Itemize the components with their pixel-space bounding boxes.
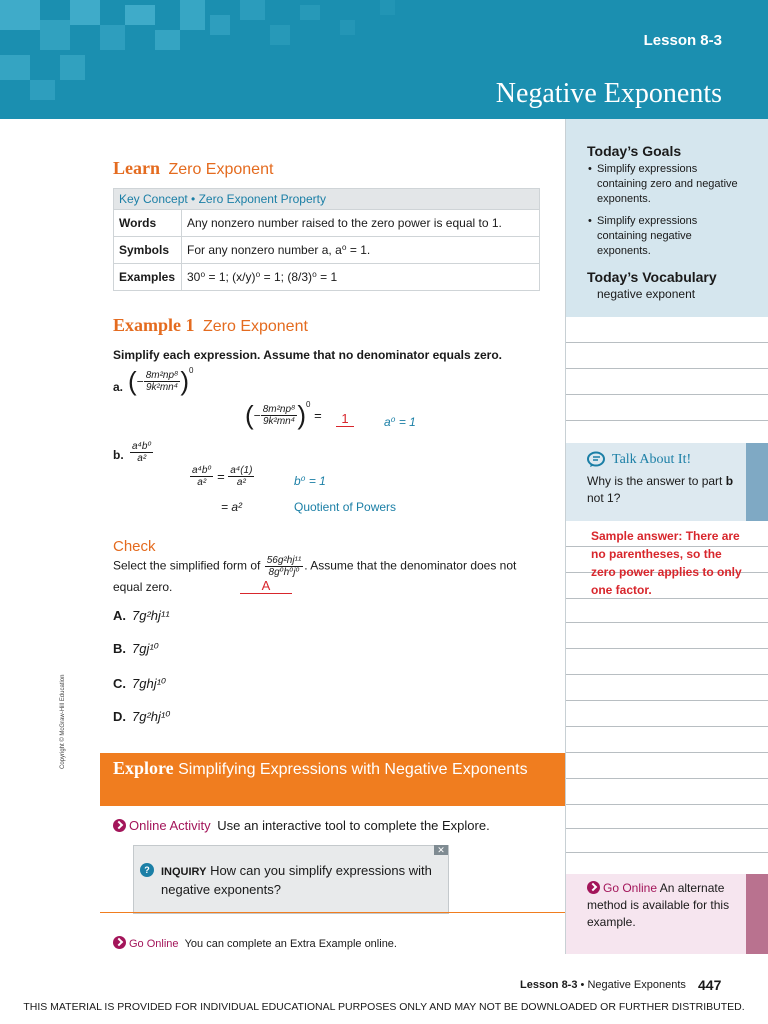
kc-row-text: Any nonzero number raised to the zero power is equal to 1. xyxy=(182,210,540,237)
talk-question: Why is the answer to part b not 1? xyxy=(587,474,734,505)
note-line xyxy=(566,622,768,623)
note-line xyxy=(566,420,768,421)
note-line xyxy=(566,394,768,395)
goal-item: • Simplify expressions containing negative exponents. xyxy=(588,214,747,259)
part-a-label: a. xyxy=(113,380,124,394)
example-heading xyxy=(113,315,308,336)
note-line xyxy=(566,700,768,701)
kc-row-text: 30⁰ = 1; (x/y)⁰ = 1; (8/3)⁰ = 1 xyxy=(182,264,540,291)
check-prompt: Select the simplified form of $\frac{\text{56g²hj¹¹}}{\text{8g⁰h⁰j⁰}}$ . Assume that the denominator does not equal zero. xyxy=(113,555,517,594)
note-line xyxy=(566,648,768,649)
example-instruction: Simplify each expression. Assume that no denominator equals zero. xyxy=(113,348,502,362)
example-subtitle: Zero Exponent xyxy=(202,318,308,335)
note-line xyxy=(566,342,768,343)
note-line xyxy=(566,726,768,727)
kc-row-label: Examples xyxy=(114,264,182,291)
learn-subtitle: Zero Exponent xyxy=(168,161,274,178)
go-online-sidebar-text[interactable]: Go Online An alternate method is available for this example. xyxy=(587,881,730,929)
choice-d[interactable]: D. 7g²hj¹⁰ xyxy=(113,709,171,724)
go-online-accent-bar xyxy=(746,874,768,954)
go-online-link[interactable]: Go Online xyxy=(129,938,179,950)
copyright-notice: Copyright © McGraw-Hill Education xyxy=(60,674,66,769)
key-concept-table xyxy=(113,188,540,291)
speech-bubbles-icon xyxy=(587,451,606,468)
learn-label: Learn xyxy=(113,158,160,178)
kc-row-label: Words xyxy=(114,210,182,237)
page-number: 447 xyxy=(698,977,722,993)
example-label: Example 1 xyxy=(113,315,195,335)
check-title: Check xyxy=(113,538,156,555)
choice-b[interactable]: B. 7gj¹⁰ xyxy=(113,641,159,656)
online-activity-link[interactable]: Online Activity xyxy=(129,818,211,833)
vocab-title: Today’s Vocabulary xyxy=(587,269,717,285)
choice-c[interactable]: C. 7ghj¹⁰ xyxy=(113,676,167,691)
note-line xyxy=(566,804,768,805)
go-online-link[interactable]: Go Online xyxy=(603,881,658,895)
kc-row-text: For any nonzero number a, a⁰ = 1. xyxy=(182,237,540,264)
go-online-extra[interactable]: Go Online You can complete an Extra Example online. xyxy=(113,936,397,950)
note-line xyxy=(566,674,768,675)
talk-accent-bar xyxy=(746,443,768,521)
close-icon[interactable]: ✕ xyxy=(434,845,448,855)
part-b-reason1: b⁰ = 1 xyxy=(294,474,326,488)
note-line xyxy=(566,852,768,853)
learn-heading xyxy=(113,158,273,179)
explore-heading xyxy=(113,757,553,781)
part-a-work: (− $\frac{\text{8m²np⁸}}{\text{9k²mn⁴}}$ )$^0$ = xyxy=(245,400,322,430)
goal-item: • Simplify expressions containing zero and negative exponents. xyxy=(588,162,747,207)
go-online-icon xyxy=(113,819,126,832)
talk-about-it-title: Talk About It! xyxy=(612,452,692,467)
part-b-work: $\frac{\text{a⁴b⁰}}{\text{a²}}$ = $\frac{\text{a⁴(1)}}{\text{a²}}$ xyxy=(192,465,253,488)
vocab-term[interactable]: negative exponent xyxy=(597,287,696,301)
note-line xyxy=(566,368,768,369)
note-line xyxy=(566,778,768,779)
part-a-answer: 1 xyxy=(336,411,354,427)
page-title: Negative Exponents xyxy=(495,78,722,109)
explore-label: Explore xyxy=(113,758,174,778)
goals-title: Today’s Goals xyxy=(587,143,682,159)
sample-answer: Sample answer: There are no parentheses, so the zero power applies to only one factor. xyxy=(591,529,742,597)
kc-row-label: Symbols xyxy=(114,237,182,264)
part-b-expression: $\frac{\text{a⁴b⁰}}{\text{a²}}$ xyxy=(132,441,152,464)
disclaimer: THIS MATERIAL IS PROVIDED FOR INDIVIDUAL EDUCATIONAL PURPOSES ONLY AND MAY NOT BE DOWNLOADED OR FURTHER DISTRIBUTED. xyxy=(23,1001,745,1013)
part-a-reason: a⁰ = 1 xyxy=(384,415,416,429)
lesson-code: Lesson 8-3 xyxy=(643,32,722,49)
part-a-expression: (− $\frac{\text{8m²np⁸}}{\text{9k²mn⁴}}$ )$^0$ xyxy=(128,366,194,396)
part-b-result: = a² xyxy=(221,500,243,514)
inquiry-icon: ? xyxy=(140,863,154,877)
go-online-icon xyxy=(113,936,126,949)
online-activity[interactable]: Online Activity Use an interactive tool to complete the Explore. xyxy=(113,818,490,833)
note-line xyxy=(566,828,768,829)
inquiry-text: INQUIRY How can you simplify expressions with negative exponents? xyxy=(161,863,432,897)
section-divider xyxy=(100,912,565,913)
go-online-icon xyxy=(587,881,600,894)
choice-a[interactable]: A. 7g²hj¹¹ xyxy=(113,608,170,623)
check-answer[interactable]: A xyxy=(240,579,292,594)
note-line xyxy=(566,752,768,753)
part-b-reason2: Quotient of Powers xyxy=(294,500,397,514)
explore-subtitle: Simplifying Expressions with Negative Exponents xyxy=(178,761,528,778)
footer-lesson-ref: Lesson 8-3 • Negative Exponents xyxy=(520,979,686,991)
key-concept-header: Key Concept • Zero Exponent Property xyxy=(114,189,540,210)
part-b-label: b. xyxy=(113,448,124,462)
